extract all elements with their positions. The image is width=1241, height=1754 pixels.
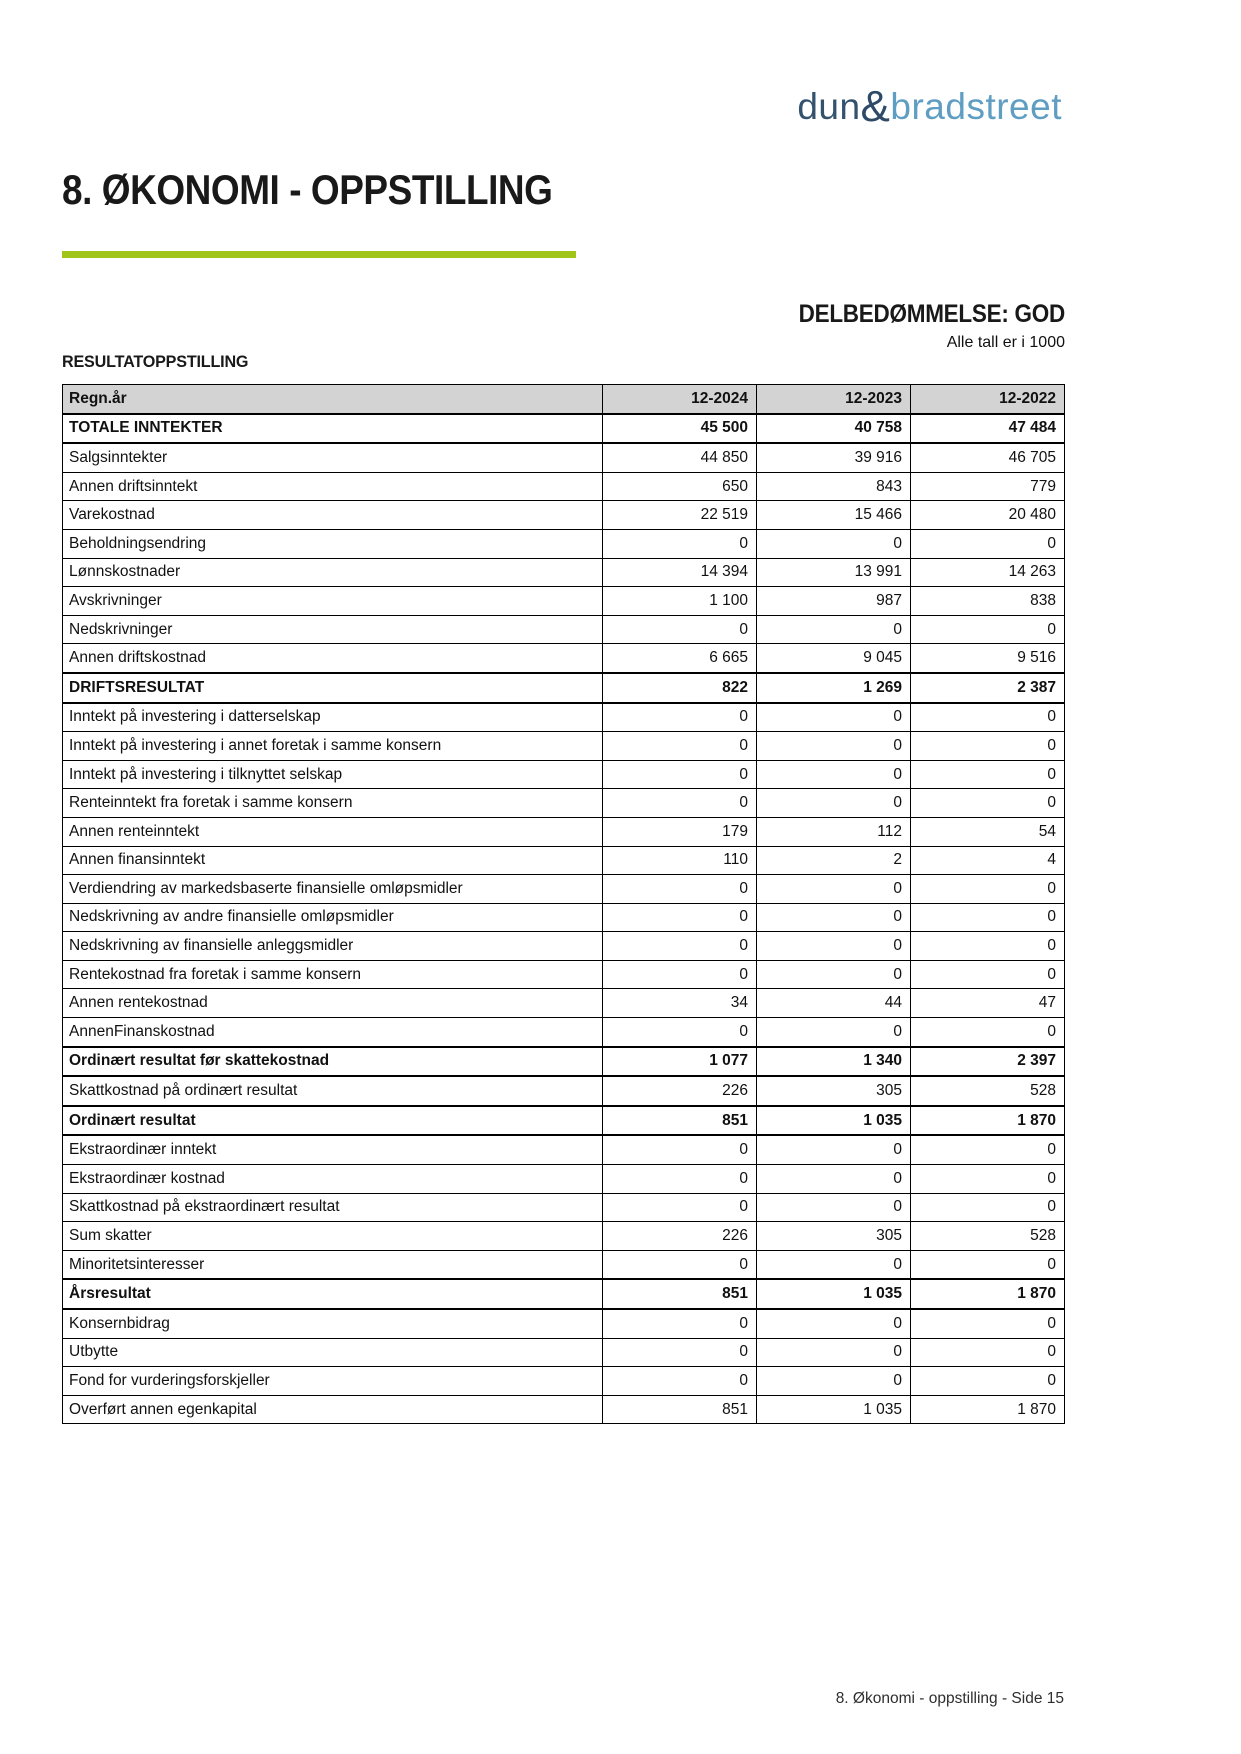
row-value: 0 bbox=[603, 1250, 757, 1279]
row-value: 0 bbox=[603, 732, 757, 761]
table-row bbox=[63, 1309, 1065, 1338]
row-value: 44 850 bbox=[603, 443, 757, 472]
row-value: 0 bbox=[757, 1250, 911, 1279]
row-value: 0 bbox=[911, 732, 1065, 761]
row-value: 0 bbox=[911, 1135, 1065, 1164]
row-label: Ordinært resultat før skattekostnad bbox=[63, 1047, 603, 1077]
row-label: Årsresultat bbox=[63, 1279, 603, 1309]
row-value: 9 045 bbox=[757, 644, 911, 673]
row-label: Skattkostnad på ekstraordinært resultat bbox=[63, 1193, 603, 1222]
row-value: 14 263 bbox=[911, 558, 1065, 587]
row-label: Annen rentekostnad bbox=[63, 989, 603, 1018]
row-value: 0 bbox=[757, 529, 911, 558]
table-row bbox=[63, 789, 1065, 818]
page-title: 8. ØKONOMI - OPPSTILLING bbox=[62, 166, 553, 213]
row-value: 0 bbox=[757, 1018, 911, 1047]
row-label: Inntekt på investering i annet foretak i samme konsern bbox=[63, 732, 603, 761]
row-value: 0 bbox=[603, 903, 757, 932]
row-value: 0 bbox=[757, 1338, 911, 1367]
row-value: 4 bbox=[911, 846, 1065, 875]
row-label: Varekostnad bbox=[63, 501, 603, 530]
table-row bbox=[63, 587, 1065, 616]
row-value: 0 bbox=[911, 875, 1065, 904]
table-row bbox=[63, 558, 1065, 587]
table-row bbox=[63, 1193, 1065, 1222]
row-value: 0 bbox=[911, 1309, 1065, 1338]
row-label: Annen finansinntekt bbox=[63, 846, 603, 875]
row-value: 0 bbox=[757, 615, 911, 644]
table-row bbox=[63, 529, 1065, 558]
row-value: 0 bbox=[911, 960, 1065, 989]
row-value: 987 bbox=[757, 587, 911, 616]
row-label: Renteinntekt fra foretak i samme konsern bbox=[63, 789, 603, 818]
row-value: 0 bbox=[603, 615, 757, 644]
row-value: 528 bbox=[911, 1222, 1065, 1251]
row-value: 305 bbox=[757, 1076, 911, 1106]
row-label: Rentekostnad fra foretak i samme konsern bbox=[63, 960, 603, 989]
row-value: 822 bbox=[603, 673, 757, 703]
dun-and-bradstreet-logo bbox=[797, 80, 1062, 130]
row-label: Nedskrivninger bbox=[63, 615, 603, 644]
row-value: 44 bbox=[757, 989, 911, 1018]
table-row bbox=[63, 817, 1065, 846]
row-value: 843 bbox=[757, 472, 911, 501]
row-value: 1 077 bbox=[603, 1047, 757, 1077]
title-underline-accent bbox=[62, 251, 576, 258]
table-row bbox=[63, 1076, 1065, 1106]
row-value: 0 bbox=[603, 789, 757, 818]
row-label: Konsernbidrag bbox=[63, 1309, 603, 1338]
table-row bbox=[63, 760, 1065, 789]
logo-text-bradstreet: bradstreet bbox=[890, 86, 1062, 127]
column-header-regnaar: Regn.år bbox=[63, 385, 603, 414]
row-value: 0 bbox=[911, 1367, 1065, 1396]
table-row bbox=[63, 1135, 1065, 1164]
column-header-2024: 12-2024 bbox=[603, 385, 757, 414]
row-value: 0 bbox=[911, 932, 1065, 961]
row-value: 1 035 bbox=[757, 1395, 911, 1424]
table-row bbox=[63, 932, 1065, 961]
row-label: Verdiendring av markedsbaserte finansielle omløpsmidler bbox=[63, 875, 603, 904]
row-value: 0 bbox=[757, 1367, 911, 1396]
row-label: AnnenFinanskostnad bbox=[63, 1018, 603, 1047]
table-row bbox=[63, 1018, 1065, 1047]
row-value: 779 bbox=[911, 472, 1065, 501]
table-row bbox=[63, 1279, 1065, 1309]
row-label: Overført annen egenkapital bbox=[63, 1395, 603, 1424]
row-value: 2 397 bbox=[911, 1047, 1065, 1077]
column-header-2022: 12-2022 bbox=[911, 385, 1065, 414]
row-value: 0 bbox=[603, 1193, 757, 1222]
row-value: 305 bbox=[757, 1222, 911, 1251]
row-label: Avskrivninger bbox=[63, 587, 603, 616]
logo-text-dun: dun bbox=[797, 86, 861, 127]
row-value: 0 bbox=[911, 1193, 1065, 1222]
row-label: Ekstraordinær kostnad bbox=[63, 1165, 603, 1194]
row-value: 0 bbox=[603, 1018, 757, 1047]
row-value: 0 bbox=[911, 529, 1065, 558]
row-label: Ordinært resultat bbox=[63, 1106, 603, 1136]
row-label: Annen renteinntekt bbox=[63, 817, 603, 846]
row-value: 0 bbox=[911, 903, 1065, 932]
row-value: 0 bbox=[757, 732, 911, 761]
row-label: Inntekt på investering i datterselskap bbox=[63, 703, 603, 732]
row-label: Skattkostnad på ordinært resultat bbox=[63, 1076, 603, 1106]
row-label: DRIFTSRESULTAT bbox=[63, 673, 603, 703]
row-value: 0 bbox=[757, 960, 911, 989]
table-row bbox=[63, 989, 1065, 1018]
row-value: 650 bbox=[603, 472, 757, 501]
row-value: 2 387 bbox=[911, 673, 1065, 703]
row-value: 0 bbox=[911, 615, 1065, 644]
row-value: 40 758 bbox=[757, 414, 911, 444]
row-label: Beholdningsendring bbox=[63, 529, 603, 558]
row-label: Minoritetsinteresser bbox=[63, 1250, 603, 1279]
row-value: 46 705 bbox=[911, 443, 1065, 472]
row-value: 0 bbox=[911, 760, 1065, 789]
row-value: 0 bbox=[603, 529, 757, 558]
row-label: Fond for vurderingsforskjeller bbox=[63, 1367, 603, 1396]
income-statement-table bbox=[62, 384, 1065, 1424]
row-value: 112 bbox=[757, 817, 911, 846]
ampersand-icon: & bbox=[860, 82, 891, 131]
table-row bbox=[63, 1222, 1065, 1251]
row-label: Sum skatter bbox=[63, 1222, 603, 1251]
row-value: 1 870 bbox=[911, 1395, 1065, 1424]
table-row bbox=[63, 443, 1065, 472]
row-value: 34 bbox=[603, 989, 757, 1018]
assessment-grade: DELBEDØMMELSE: GOD bbox=[798, 300, 1065, 328]
row-value: 54 bbox=[911, 817, 1065, 846]
table-row bbox=[63, 501, 1065, 530]
table-row bbox=[63, 644, 1065, 673]
table-row bbox=[63, 960, 1065, 989]
row-value: 9 516 bbox=[911, 644, 1065, 673]
row-value: 45 500 bbox=[603, 414, 757, 444]
row-value: 0 bbox=[911, 703, 1065, 732]
row-value: 0 bbox=[603, 1135, 757, 1164]
row-value: 0 bbox=[603, 703, 757, 732]
row-value: 1 100 bbox=[603, 587, 757, 616]
table-section-title: RESULTATOPPSTILLING bbox=[62, 352, 249, 371]
row-value: 851 bbox=[603, 1279, 757, 1309]
row-label: Inntekt på investering i tilknyttet selskap bbox=[63, 760, 603, 789]
row-value: 0 bbox=[603, 960, 757, 989]
row-value: 226 bbox=[603, 1076, 757, 1106]
row-value: 14 394 bbox=[603, 558, 757, 587]
row-value: 528 bbox=[911, 1076, 1065, 1106]
row-label: Annen driftsinntekt bbox=[63, 472, 603, 501]
table-row bbox=[63, 1106, 1065, 1136]
table-row bbox=[63, 673, 1065, 703]
row-value: 0 bbox=[911, 1338, 1065, 1367]
table-row bbox=[63, 903, 1065, 932]
table-row bbox=[63, 1250, 1065, 1279]
row-value: 179 bbox=[603, 817, 757, 846]
assessment-block bbox=[769, 300, 1065, 352]
row-value: 39 916 bbox=[757, 443, 911, 472]
row-value: 838 bbox=[911, 587, 1065, 616]
table-row bbox=[63, 1395, 1065, 1424]
table-row bbox=[63, 1338, 1065, 1367]
row-value: 0 bbox=[757, 875, 911, 904]
row-value: 110 bbox=[603, 846, 757, 875]
row-value: 2 bbox=[757, 846, 911, 875]
row-value: 0 bbox=[911, 789, 1065, 818]
table-row bbox=[63, 732, 1065, 761]
row-label: Lønnskostnader bbox=[63, 558, 603, 587]
row-value: 47 bbox=[911, 989, 1065, 1018]
row-value: 851 bbox=[603, 1106, 757, 1136]
row-value: 0 bbox=[757, 932, 911, 961]
table-row bbox=[63, 414, 1065, 444]
row-value: 851 bbox=[603, 1395, 757, 1424]
table-row bbox=[63, 1047, 1065, 1077]
row-value: 0 bbox=[603, 932, 757, 961]
row-value: 0 bbox=[603, 760, 757, 789]
row-value: 15 466 bbox=[757, 501, 911, 530]
row-value: 1 340 bbox=[757, 1047, 911, 1077]
row-value: 0 bbox=[757, 760, 911, 789]
row-label: Annen driftskostnad bbox=[63, 644, 603, 673]
row-value: 13 991 bbox=[757, 558, 911, 587]
row-value: 6 665 bbox=[603, 644, 757, 673]
row-value: 22 519 bbox=[603, 501, 757, 530]
row-value: 0 bbox=[757, 1309, 911, 1338]
row-label: Nedskrivning av andre finansielle omløpsmidler bbox=[63, 903, 603, 932]
table-row bbox=[63, 875, 1065, 904]
row-value: 47 484 bbox=[911, 414, 1065, 444]
row-label: Nedskrivning av finansielle anleggsmidler bbox=[63, 932, 603, 961]
row-value: 0 bbox=[757, 1193, 911, 1222]
row-value: 1 870 bbox=[911, 1279, 1065, 1309]
row-value: 0 bbox=[757, 703, 911, 732]
row-value: 1 035 bbox=[757, 1106, 911, 1136]
page-footer: 8. Økonomi - oppstilling - Side 15 bbox=[835, 1690, 1064, 1707]
table-row bbox=[63, 846, 1065, 875]
units-note: Alle tall er i 1000 bbox=[946, 334, 1065, 351]
row-value: 0 bbox=[603, 875, 757, 904]
row-value: 0 bbox=[757, 789, 911, 818]
row-value: 226 bbox=[603, 1222, 757, 1251]
table-row bbox=[63, 1367, 1065, 1396]
row-value: 0 bbox=[603, 1165, 757, 1194]
row-value: 0 bbox=[911, 1165, 1065, 1194]
row-value: 0 bbox=[757, 1165, 911, 1194]
table-row bbox=[63, 472, 1065, 501]
row-value: 1 035 bbox=[757, 1279, 911, 1309]
row-value: 0 bbox=[911, 1018, 1065, 1047]
row-value: 0 bbox=[603, 1367, 757, 1396]
table-row bbox=[63, 615, 1065, 644]
row-value: 20 480 bbox=[911, 501, 1065, 530]
table-row bbox=[63, 1165, 1065, 1194]
row-value: 1 269 bbox=[757, 673, 911, 703]
row-value: 0 bbox=[757, 1135, 911, 1164]
table-row bbox=[63, 703, 1065, 732]
row-label: Utbytte bbox=[63, 1338, 603, 1367]
row-label: Ekstraordinær inntekt bbox=[63, 1135, 603, 1164]
row-value: 0 bbox=[911, 1250, 1065, 1279]
row-label: TOTALE INNTEKTER bbox=[63, 414, 603, 444]
column-header-2023: 12-2023 bbox=[757, 385, 911, 414]
table-header-row bbox=[63, 385, 1065, 414]
row-label: Salgsinntekter bbox=[63, 443, 603, 472]
row-value: 1 870 bbox=[911, 1106, 1065, 1136]
row-value: 0 bbox=[603, 1309, 757, 1338]
row-value: 0 bbox=[757, 903, 911, 932]
row-value: 0 bbox=[603, 1338, 757, 1367]
